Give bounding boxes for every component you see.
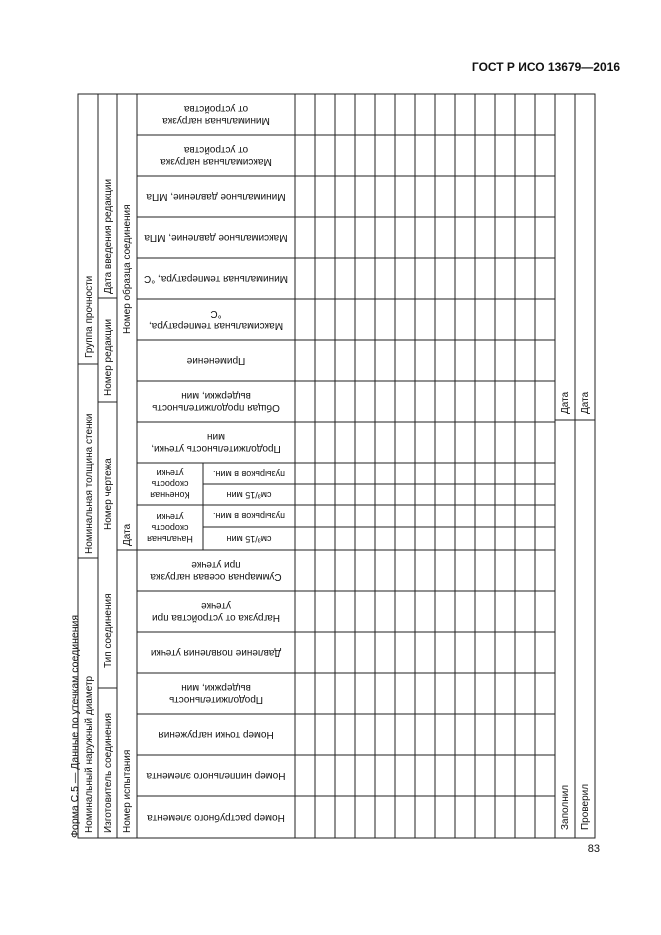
date1-label: Дата [560, 391, 571, 414]
initial-unit-bubbles: пузырьков в мин. [213, 511, 285, 522]
connection-type-label: Тип соединения [103, 593, 114, 668]
revision-date-label: Дата введения редакции [103, 178, 114, 294]
col-total-axial-load: Суммарная осевая нагрузка при утечке [150, 559, 282, 583]
col-pin-member: Номер ниппельного элемента [146, 770, 286, 782]
final-unit-bubbles: пузырьков в мин. [213, 469, 285, 479]
date2-label: Дата [580, 391, 591, 414]
col-hold-duration: Продолжительность выдержки, мин [169, 682, 263, 706]
col-fixture-load: Нагрузка от устройства при утечке [152, 600, 280, 624]
col-total-hold: Общая продолжительность выдержки, мин [152, 390, 280, 414]
checked-by-label: Проверил [580, 783, 591, 830]
col-min-load: Минимальная нагрузка от устройства [162, 103, 270, 127]
col-load-point: Номер точки нагружения [158, 729, 274, 741]
final-unit-cm3: см³/15 мин [226, 490, 272, 500]
nominal-diameter-label: Номинальный наружный диаметр [84, 675, 95, 833]
strength-group-label: Группа прочности [84, 275, 95, 358]
col-leak-duration: Продолжительность утечки, мин [151, 431, 281, 455]
col-initial-leak-rate: Начальная скорость утечки [147, 512, 193, 544]
initial-unit-cm3: см³/15 мин [226, 534, 272, 544]
col-min-temp: Минимальная температура, °С [143, 273, 289, 285]
manufacturer-label: Изготовитель соединения [103, 712, 114, 833]
col-box-member: Номер раструбного элемента [147, 812, 285, 823]
drawing-number-label: Номер чертежа [103, 458, 114, 530]
date-label: Дата [122, 523, 133, 546]
standard-header: ГОСТ Р ИСО 13679—2016 [471, 60, 620, 74]
col-max-temp: Максимальная температура, °С [148, 308, 284, 332]
page-number: 83 [587, 843, 600, 855]
revision-number-label: Номер редакции [103, 318, 114, 396]
col-application: Применение [186, 355, 246, 367]
wall-thickness-label: Номинальная толщина стенки [84, 413, 95, 554]
test-number-label: Номер испытания [122, 749, 133, 833]
col-max-load: Максимальная нагрузка от устройства [160, 144, 272, 168]
specimen-number-label: Номер образца соединения [122, 204, 133, 334]
col-final-leak-rate: Конечная скорость утечки [150, 468, 190, 501]
form-caption: Форма С.5 — Данные по утечкам соединения [69, 614, 81, 838]
col-leak-pressure: Давление появления утечки [150, 647, 282, 659]
col-min-pressure: Минимальное давление, МПа [146, 191, 286, 203]
col-max-pressure: Максимальное давление, МПа [144, 232, 288, 244]
filled-by-label: Заполнил [560, 784, 571, 830]
